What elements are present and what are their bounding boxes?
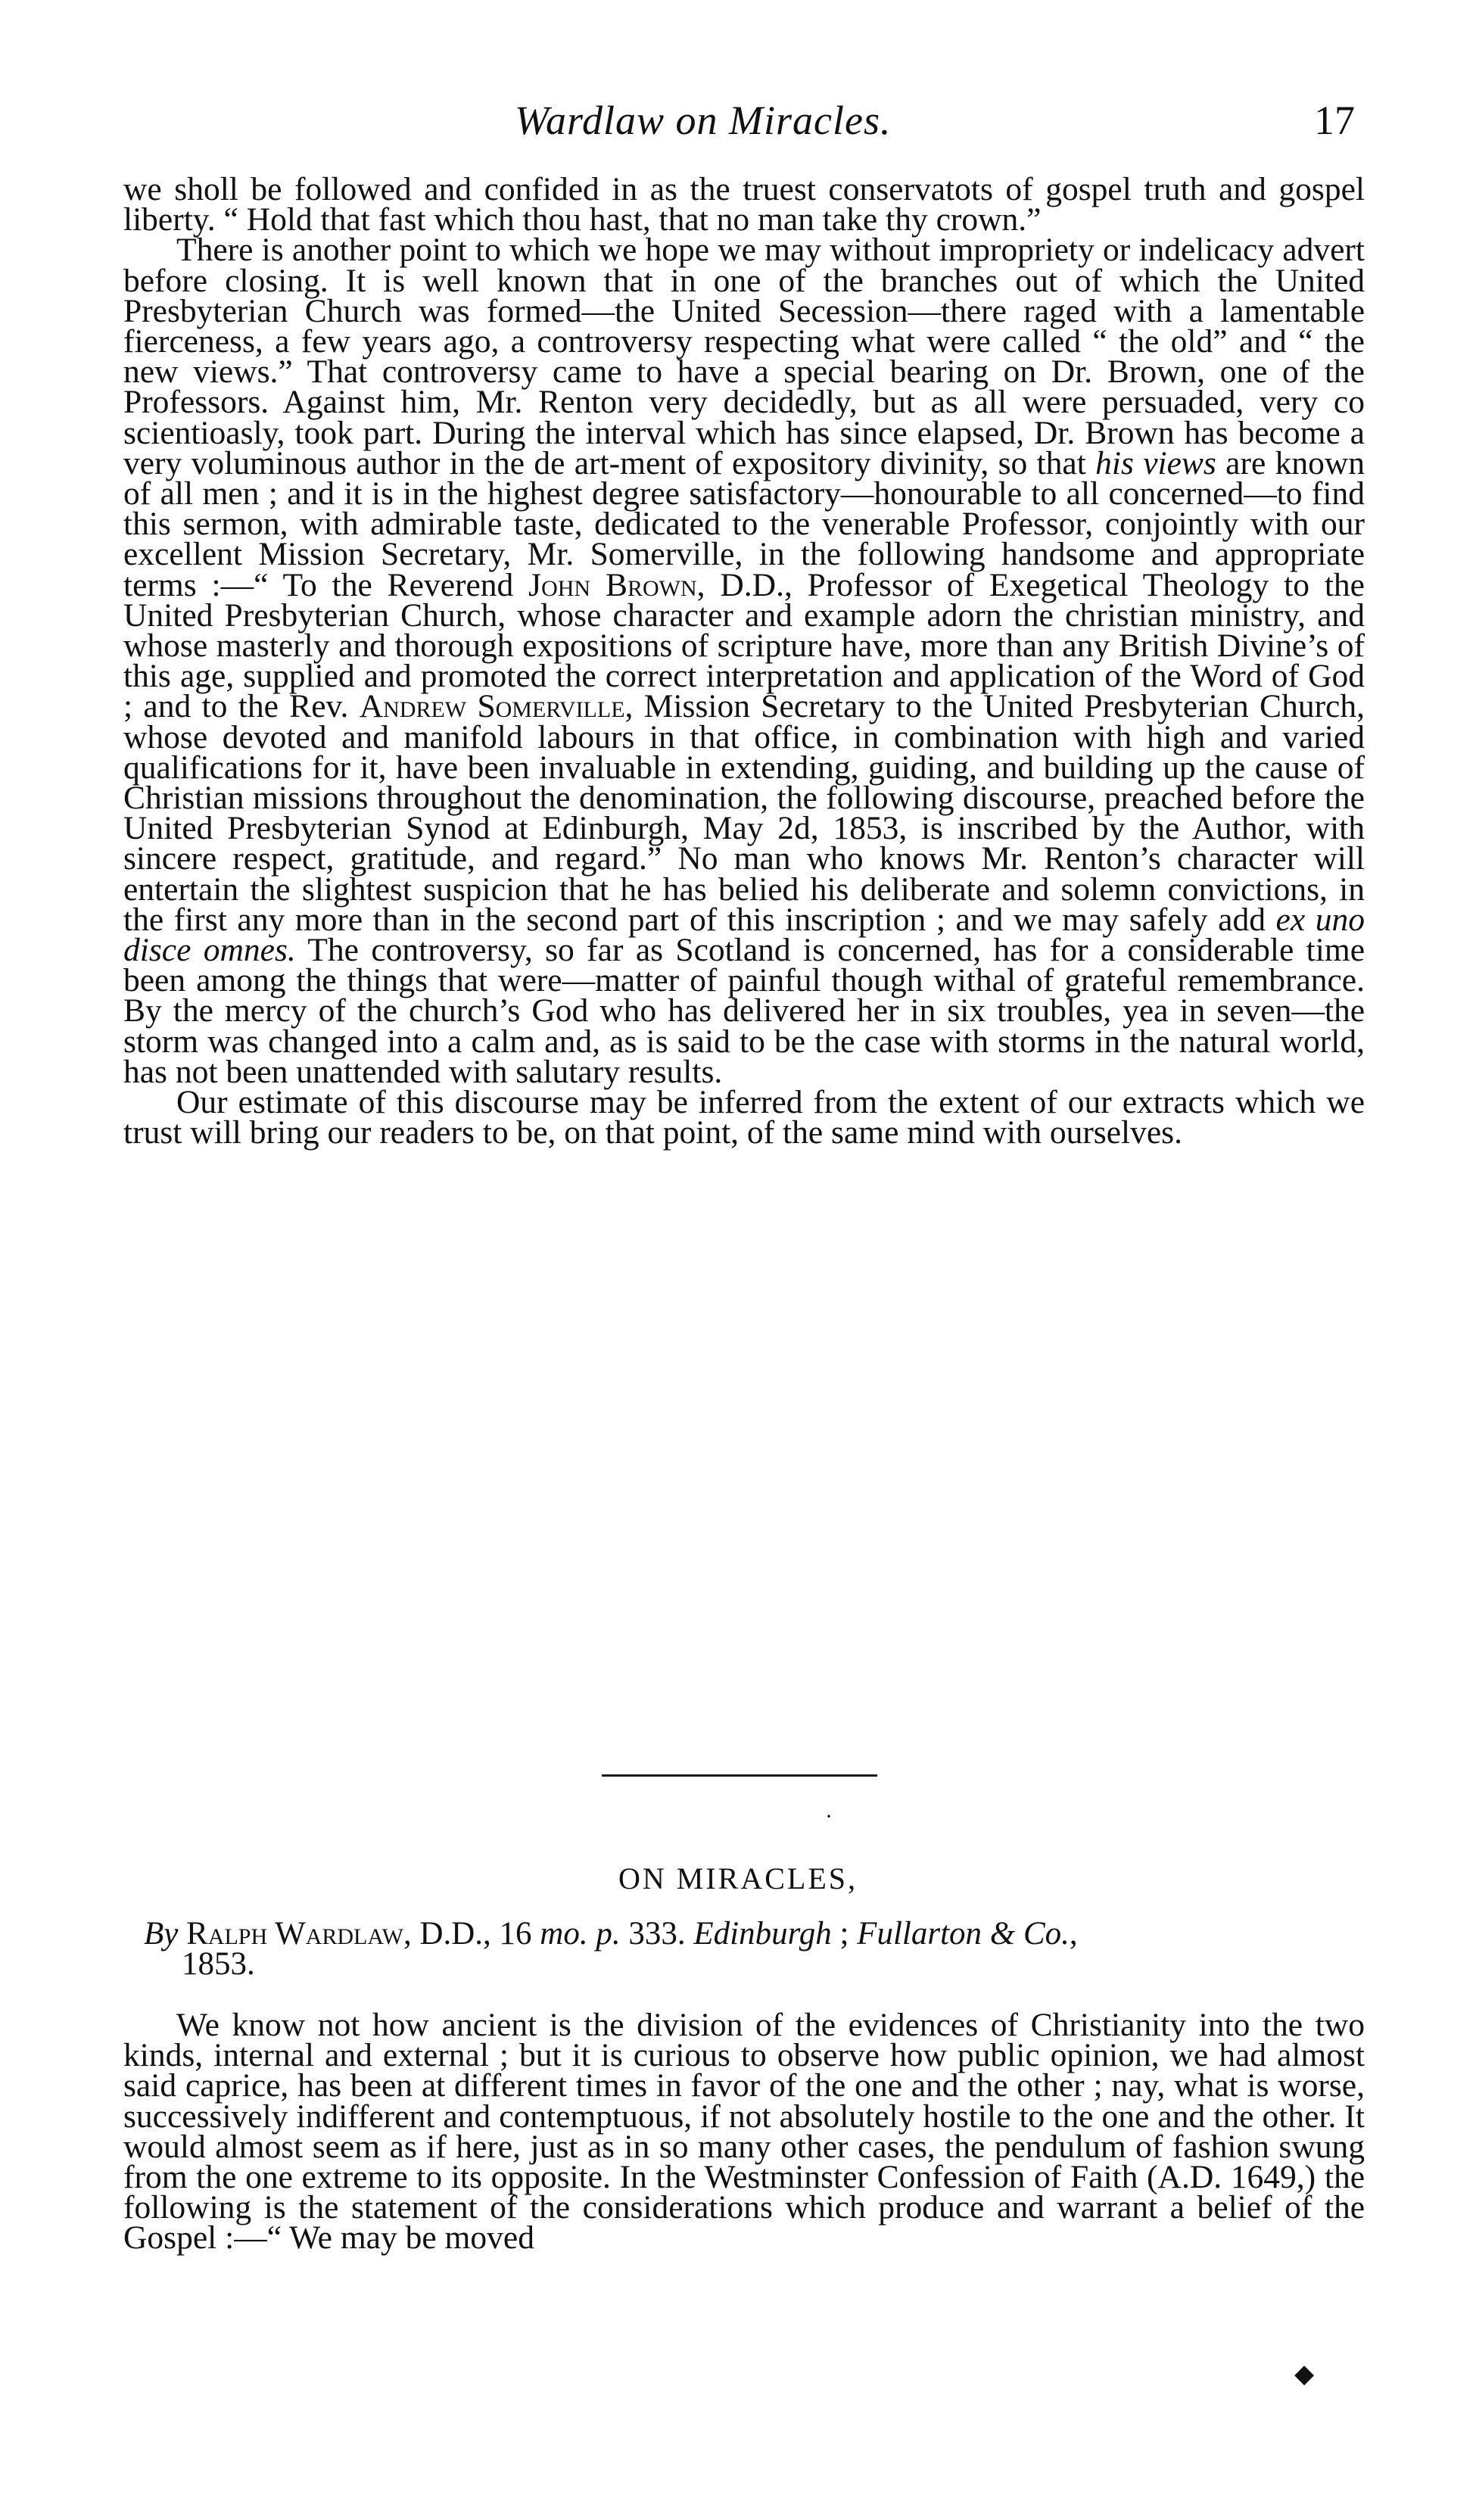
byline-comma: ,	[1069, 1916, 1078, 1952]
byline-author: Ralph Wardlaw	[186, 1916, 403, 1952]
paragraph-text: are known of all men ; and it is in the highest degree satisfactory—honourable to all concerned—to find this sermon, with admirable taste, dedicated to the venerable Professor, conjointly with our excellent Mission Secretary, Mr. Somerville, in the following handsome and appropriate terms :—“ To the Reverend	[123, 444, 1365, 603]
review-text-block	[123, 171, 1365, 1151]
running-title: Wardlaw on Miracles.	[515, 98, 892, 143]
paragraph-text: we sholl be followed and confided in as the truest conservatots of gospel truth and gospel liberty.	[123, 171, 1365, 238]
paragraph-text: There is another point to which we hope we may without impropriety or indelicacy advert before closing. It is well known that in one of the branches out of which the United Presbyterian Church was formed—the United Secession—there raged with a lamentable fierceness, a few years ago, a controversy respecting what were called “ the old” and “ the new views.” That controversy came to have a special bearing on Dr. Brown, one of the Professors. Against him, Mr. Renton very decidedly, but as all were persuaded, very co scientioasly, took part. During the interval which has since elapsed, Dr. Brown has become a very voluminous author in the de art-ment of expository divinity, so that	[123, 232, 1365, 481]
byline-degree: , D.D., 16	[403, 1916, 540, 1952]
article-title: ON MIRACLES,	[618, 1861, 858, 1895]
latin-phrase: ex uno disce omnes.	[123, 901, 1365, 969]
italic-phrase: his views	[1095, 444, 1216, 481]
byline-place: Edinburgh	[693, 1916, 832, 1952]
byline-pages: 333.	[620, 1916, 694, 1952]
review-paragraph-3: Our estimate of this discourse may be inferred from the extent of our extracts which we trust will bring our readers to be, on that point, of the same mind with ourselves.	[123, 1084, 1365, 1151]
page-number: 17	[1314, 98, 1355, 143]
paragraph-text: The controversy, so far as Scotland is concerned, has for a considerable time been among the things that were—matter of painful though withal of grateful remembrance. By the mercy of the church’s God who has delivered her in six troubles, yea in seven—the storm was changed into a calm and, as is said to be the case with storms in the natural world, has not been unattended with salutary results.	[123, 932, 1365, 1090]
quotation: “ Hold that fast which thou hast, that no man take thy crown.”	[223, 201, 1042, 238]
name-small-caps: Andrew Somerville	[359, 688, 625, 725]
printer-mark-icon: ◆	[1294, 2360, 1315, 2388]
article-text-block	[123, 2007, 1365, 2257]
byline-separator: ;	[831, 1916, 858, 1952]
byline-year: 1853.	[182, 1946, 255, 1982]
article-byline	[144, 1916, 1370, 1982]
divider-dot: ·	[825, 1804, 833, 1829]
byline-by: By	[144, 1916, 179, 1952]
article-paragraph-1: We know not how ancient is the division of the evidences of Christianity into the two kinds, internal and external ; but it is curious to observe how public opinion, we had almost said caprice, has been at different times in favor of the one and the other ; nay, what is worse, successively indifferent and contemptuous, if not absolutely hostile to the one and the other. It would almost seem as if here, just as in so many other cases, the pendulum of fashion swung from the one extreme to its opposite. In the Westminster Confession of Faith (A.D. 1649,) the following is the statement of the considerations which produce and warrant a belief of the Gospel :—“ We may be moved	[123, 2007, 1365, 2257]
name-small-caps: John Brown	[528, 566, 697, 603]
byline-format: mo.	[540, 1916, 588, 1952]
running-head	[121, 97, 1362, 157]
review-paragraph-1	[123, 171, 1365, 238]
paragraph-text: , Mission Secretary to the United Presbyterian Church, whose devoted and manifold labours in that office, in combination with high and varied qualifications for it, have been invaluable in extending, guiding, and building up the cause of Christian missions throughout the denomination, the following discourse, preached before the United Presbyterian Synod at Edinburgh, May 2d, 1853, is inscribed by the Author, with sincere respect, gratitude, and regard.” No man who knows Mr. Renton’s character will entertain the slightest suspicion that he has belied his deliberate and solemn convictions, in the first any more than in the second part of this inscription ; and we may safely add	[123, 688, 1365, 938]
section-divider-rule	[602, 1774, 877, 1777]
byline-publisher: Fullarton & Co.	[857, 1916, 1070, 1952]
byline-pages-abbr: p.	[587, 1916, 621, 1952]
paragraph-text: , D.D., Professor of Exegetical Theology to the United Presbyterian Church, whose character and example adorn the christian ministry, and whose masterly and thorough expositions of scripture have, more than any British Divine’s of this age, supplied and promoted the correct interpretation and application of the Word of God ; and to the Rev.	[123, 566, 1365, 725]
review-paragraph-2	[123, 232, 1365, 1090]
